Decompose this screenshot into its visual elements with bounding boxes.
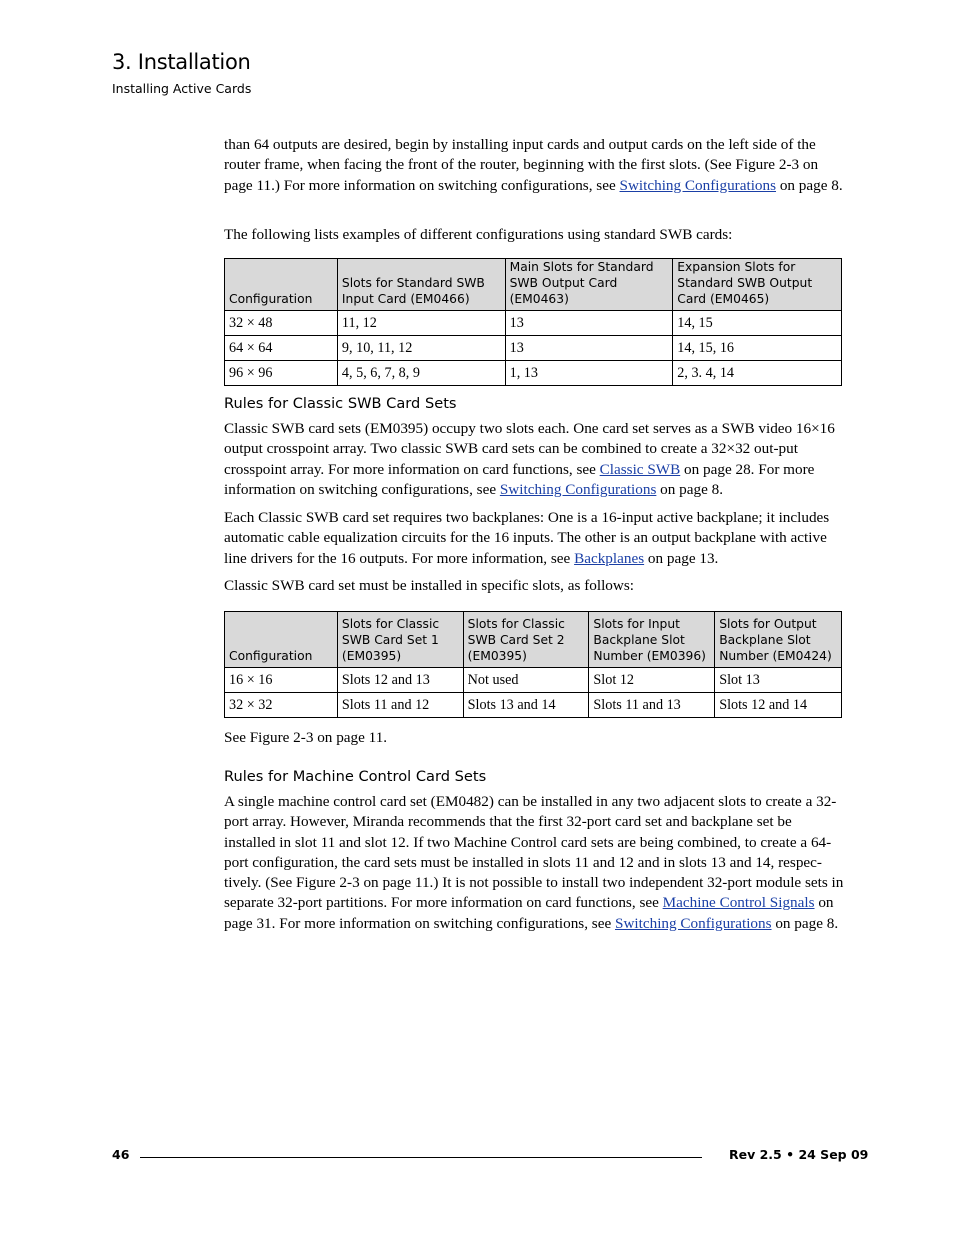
table-header-cell: Slots for Input Backplane Slot Number (EM0396) <box>589 612 715 668</box>
switching-configurations-link[interactable]: Switching Configurations <box>615 914 772 932</box>
switching-configurations-link[interactable]: Switching Configurations <box>619 176 777 194</box>
standard-swb-table <box>224 258 842 386</box>
table-header-cell: Slots for Classic SWB Card Set 1 (EM0395) <box>337 612 463 668</box>
table-cell: 32 × 48 <box>225 311 338 336</box>
chapter-title: 3. Installation <box>112 50 251 74</box>
backplanes-link[interactable]: Backplanes <box>574 549 645 567</box>
classic-paragraph-1: Classic SWB card sets (EM0395) occupy two slots each. One card set serves as a SWB video 16×16 output crosspoint array. Two classic SWB card sets can be combined to create a 32×32 out-put crosspoint array. For more information on card functions, see Classic SWB on page 28. For more information on switching configurations, see Switching Configurations on page 8. <box>224 420 835 498</box>
table-header-cell: Configuration <box>225 612 338 668</box>
table-row <box>225 693 842 718</box>
table-cell: Slots 12 and 14 <box>715 693 842 718</box>
table-row <box>225 361 842 386</box>
table-header-cell: Configuration <box>225 259 338 311</box>
table-cell: Not used <box>463 668 589 693</box>
page-number: 46 <box>112 1147 130 1162</box>
table-header-cell: Slots for Classic SWB Card Set 2 (EM0395) <box>463 612 589 668</box>
table-cell: 64 × 64 <box>225 336 338 361</box>
table-header-cell: Slots for Output Backplane Slot Number (EM0424) <box>715 612 842 668</box>
table-cell: Slots 12 and 13 <box>337 668 463 693</box>
table-cell: 4, 5, 6, 7, 8, 9 <box>337 361 505 386</box>
table-row <box>225 336 842 361</box>
table-row <box>225 668 842 693</box>
table-row <box>225 311 842 336</box>
table-cell: 14, 15, 16 <box>673 336 842 361</box>
section-subtitle: Installing Active Cards <box>112 81 252 96</box>
table-header-cell: Expansion Slots for Standard SWB Output Card (EM0465) <box>673 259 842 311</box>
table-cell: 1, 13 <box>505 361 673 386</box>
table-header-cell: Main Slots for Standard SWB Output Card (EM0463) <box>505 259 673 311</box>
table-cell: 96 × 96 <box>225 361 338 386</box>
classic-swb-heading: Rules for Classic SWB Card Sets <box>224 395 457 412</box>
table-cell: Slots 13 and 14 <box>463 693 589 718</box>
machine-control-heading: Rules for Machine Control Card Sets <box>224 768 487 785</box>
table-cell: 2, 3. 4, 14 <box>673 361 842 386</box>
table-cell: 13 <box>505 336 673 361</box>
machine-control-paragraph: A single machine control card set (EM0482) can be installed in any two adjacent slots to create a 32-port array. However, Miranda recommends that the first 32-port card set and backplane set be installed in slot 11 and slot 12. If two Machine Control card sets are being combined, to create a 64-port configuration, the card sets must be installed in slots 11 and 12 and in slots 13 and 14, respec-tively. (See Figure 2-3 on page 11.) It is not possible to install two independent 32-port module sets in separate 32-port partitions. For more information on card functions, see Machine Control Signals on page 31. For more information on switching configurations, see Switching Configurations on page 8. <box>224 793 844 932</box>
classic-swb-table <box>224 611 842 718</box>
see-figure-note: See Figure 2-3 on page 11. <box>224 729 388 746</box>
classic-paragraph-2: Each Classic SWB card set requires two backplanes: One is a 16-input active backplane; it includes automatic cable equalization circuits for the 16 inputs. The other is an output backplane with active line drivers for the 16 outputs. For more information, see Backplanes on page 13. <box>224 509 830 567</box>
table-cell: 9, 10, 11, 12 <box>337 336 505 361</box>
table-cell: 32 × 32 <box>225 693 338 718</box>
revision-label: Rev 2.5 • 24 Sep 09 <box>729 1147 869 1162</box>
table-cell: 11, 12 <box>337 311 505 336</box>
table-cell: Slot 13 <box>715 668 842 693</box>
classic-paragraph-3: Classic SWB card set must be installed in specific slots, as follows: <box>224 577 635 594</box>
table-cell: 14, 15 <box>673 311 842 336</box>
table-cell: Slots 11 and 12 <box>337 693 463 718</box>
table1-intro: The following lists examples of different configurations using standard SWB cards: <box>224 226 733 243</box>
table-header-cell: Slots for Standard SWB Input Card (EM0466) <box>337 259 505 311</box>
intro-paragraph: than 64 outputs are desired, begin by installing input cards and output cards on the left side of the router frame, when facing the front of the router, beginning with the first slots. (See Figure 2-3 on page 11.) For more information on switching configurations, see Switching Configurations on page 8. <box>224 136 843 194</box>
classic-swb-link[interactable]: Classic SWB <box>599 460 681 478</box>
table-cell: Slots 11 and 13 <box>589 693 715 718</box>
table-cell: Slot 12 <box>589 668 715 693</box>
table-header-row <box>225 259 842 311</box>
footer-divider <box>140 1157 702 1158</box>
table-cell: 16 × 16 <box>225 668 338 693</box>
switching-configurations-link[interactable]: Switching Configurations <box>499 480 657 498</box>
machine-control-signals-link[interactable]: Machine Control Signals <box>662 894 815 912</box>
table-cell: 13 <box>505 311 673 336</box>
table-header-row <box>225 612 842 668</box>
